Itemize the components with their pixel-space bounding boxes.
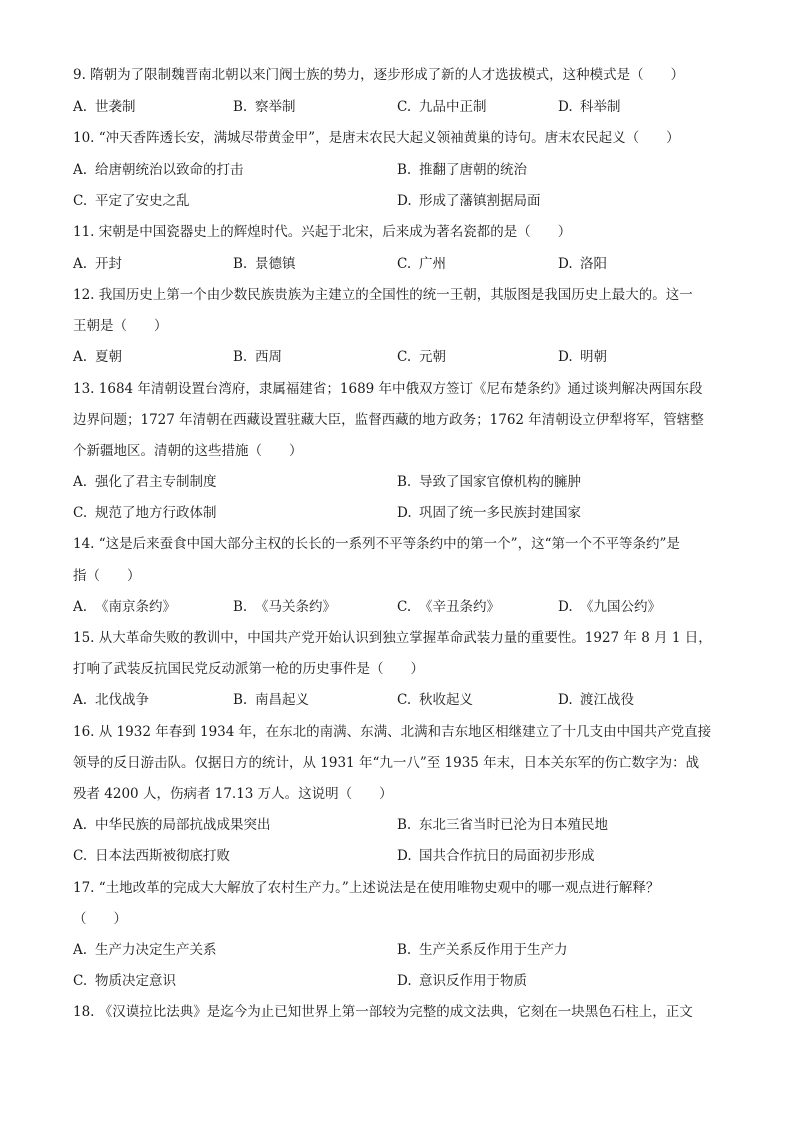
q17-options-row2 (0, 971, 794, 991)
q15-option-d[interactable]: D. 渡江战役 (558, 692, 634, 708)
q10-option-b[interactable]: B. 推翻了唐朝的统治 (397, 162, 527, 178)
q13-option-c[interactable]: C. 规范了地方行政体制 (73, 505, 217, 521)
q13-option-b[interactable]: B. 导致了国家官僚机构的臃肿 (397, 474, 581, 490)
q17-option-c[interactable]: C. 物质决定意识 (73, 973, 176, 989)
q9-option-b[interactable]: B. 察举制 (233, 99, 296, 115)
q9-option-c[interactable]: C. 九品中正制 (397, 99, 487, 115)
q9-stem: 9. 隋朝为了限制魏晋南北朝以来门阀士族的势力，逐步形成了新的人才选拔模式，这种模式是（ ） (73, 67, 685, 83)
q12-stem-line1: 12. 我国历史上第一个由少数民族贵族为主建立的全国性的统一王朝，其版图是我国历史上最大的。这一 (73, 287, 693, 303)
q10-option-d[interactable]: D. 形成了藩镇割据局面 (397, 193, 541, 209)
q12-options (0, 347, 794, 367)
q11-option-c[interactable]: C. 广州 (397, 256, 446, 272)
q15-option-b[interactable]: B. 南昌起义 (233, 692, 309, 708)
q14-option-d[interactable]: D. 《九国公约》 (558, 599, 661, 615)
q12-option-c[interactable]: C. 元朝 (397, 349, 446, 365)
q15-option-a[interactable]: A. 北伐战争 (73, 692, 149, 708)
q10-options-row1 (0, 160, 794, 180)
q15-stem-line2: 打响了武装反抗国民党反动派第一枪的历史事件是（ ） (73, 661, 424, 677)
q13-stem-line1: 13. 1684 年清朝设置台湾府，隶属福建省；1689 年中俄双方签订《尼布楚条约》通过谈判解决两国东段 (73, 381, 703, 397)
q13-option-a[interactable]: A. 强化了君主专制制度 (73, 474, 217, 490)
q11-option-a[interactable]: A. 开封 (73, 256, 122, 272)
q14-stem-line2: 指（ ） (73, 568, 141, 584)
q16-option-c[interactable]: C. 日本法西斯被彻底打败 (73, 848, 230, 864)
q16-options-row2 (0, 846, 794, 866)
q18-stem: 18. 《汉谟拉比法典》是迄今为止已知世界上第一部较为完整的成文法典，它刻在一块黑色石柱上，正文 (73, 1004, 693, 1020)
q17-stem-line1: 17. “土地改革的完成大大解放了农村生产力。”上述说法是在使用唯物史观中的哪一观点进行解释？ (73, 880, 660, 896)
q16-option-b[interactable]: B. 东北三省当时已沦为日本殖民地 (397, 817, 608, 833)
q11-option-d[interactable]: D. 洛阳 (558, 256, 607, 272)
q14-stem-line1: 14. “这是后来蚕食中国大部分主权的长长的一系列不平等条约中的第一个”，这“第一个不平等条约”是 (73, 536, 680, 552)
q10-options-row2 (0, 191, 794, 211)
q15-option-c[interactable]: C. 秋收起义 (397, 692, 473, 708)
q14-option-b[interactable]: B. 《马关条约》 (233, 599, 336, 615)
q9-options (0, 97, 794, 117)
q12-stem-line2: 王朝是（ ） (73, 318, 168, 334)
q13-options-row1 (0, 472, 794, 492)
q13-stem-line2: 边界问题；1727 年清朝在西藏设置驻藏大臣，监督西藏的地方政务；1762 年清朝设立伊犁将军，管辖整 (73, 412, 704, 428)
q16-stem-line1: 16. 从 1932 年春到 1934 年，在东北的南满、东满、北满和吉东地区相继建立了十几支由中国共产党直接 (73, 724, 712, 740)
q9-option-a[interactable]: A. 世袭制 (73, 99, 136, 115)
q16-stem-line2: 领导的反日游击队。仅据日方的统计，从 1931 年“九一八”至 1935 年末，日本关东军的伤亡数字为：战 (73, 755, 700, 771)
q17-option-b[interactable]: B. 生产关系反作用于生产力 (397, 942, 568, 958)
q11-options (0, 254, 794, 274)
q15-stem-line1: 15. 从大革命失败的教训中，中国共产党开始认识到独立掌握革命武装力量的重要性。1927 年 8 月 1 日， (73, 630, 712, 646)
q12-option-a[interactable]: A. 夏朝 (73, 349, 122, 365)
q14-option-a[interactable]: A. 《南京条约》 (73, 599, 176, 615)
q13-option-d[interactable]: D. 巩固了统一多民族封建国家 (397, 505, 581, 521)
q11-option-b[interactable]: B. 景德镇 (233, 256, 296, 272)
q16-option-a[interactable]: A. 中华民族的局部抗战成果突出 (73, 817, 271, 833)
q17-options-row1 (0, 940, 794, 960)
q10-stem: 10. “冲天香阵透长安，满城尽带黄金甲”，是唐末农民大起义领袖黄巢的诗句。唐末农民起义（ ） (73, 130, 680, 146)
q17-option-a[interactable]: A. 生产力决定生产关系 (73, 942, 217, 958)
q17-stem-line2: （ ） (73, 911, 127, 927)
q10-option-a[interactable]: A. 给唐朝统治以致命的打击 (73, 162, 244, 178)
q12-option-d[interactable]: D. 明朝 (558, 349, 607, 365)
q10-option-c[interactable]: C. 平定了安史之乱 (73, 193, 190, 209)
q9-option-d[interactable]: D. 科举制 (558, 99, 621, 115)
q17-option-d[interactable]: D. 意识反作用于物质 (397, 973, 527, 989)
q12-option-b[interactable]: B. 西周 (233, 349, 282, 365)
q13-options-row2 (0, 503, 794, 523)
q14-options (0, 597, 794, 617)
q14-option-c[interactable]: C. 《辛丑条约》 (397, 599, 500, 615)
q13-stem-line3: 个新疆地区。清朝的这些措施（ ） (73, 443, 303, 459)
q16-option-d[interactable]: D. 国共合作抗日的局面初步形成 (397, 848, 595, 864)
q15-options (0, 690, 794, 710)
q11-stem: 11. 宋朝是中国瓷器史上的辉煌时代。兴起于北宋，后来成为著名瓷都的是（ ） (73, 224, 572, 240)
q16-options-row1 (0, 815, 794, 835)
q16-stem-line3: 殁者 4200 人，伤病者 17.13 万人。这说明（ ） (73, 786, 393, 802)
